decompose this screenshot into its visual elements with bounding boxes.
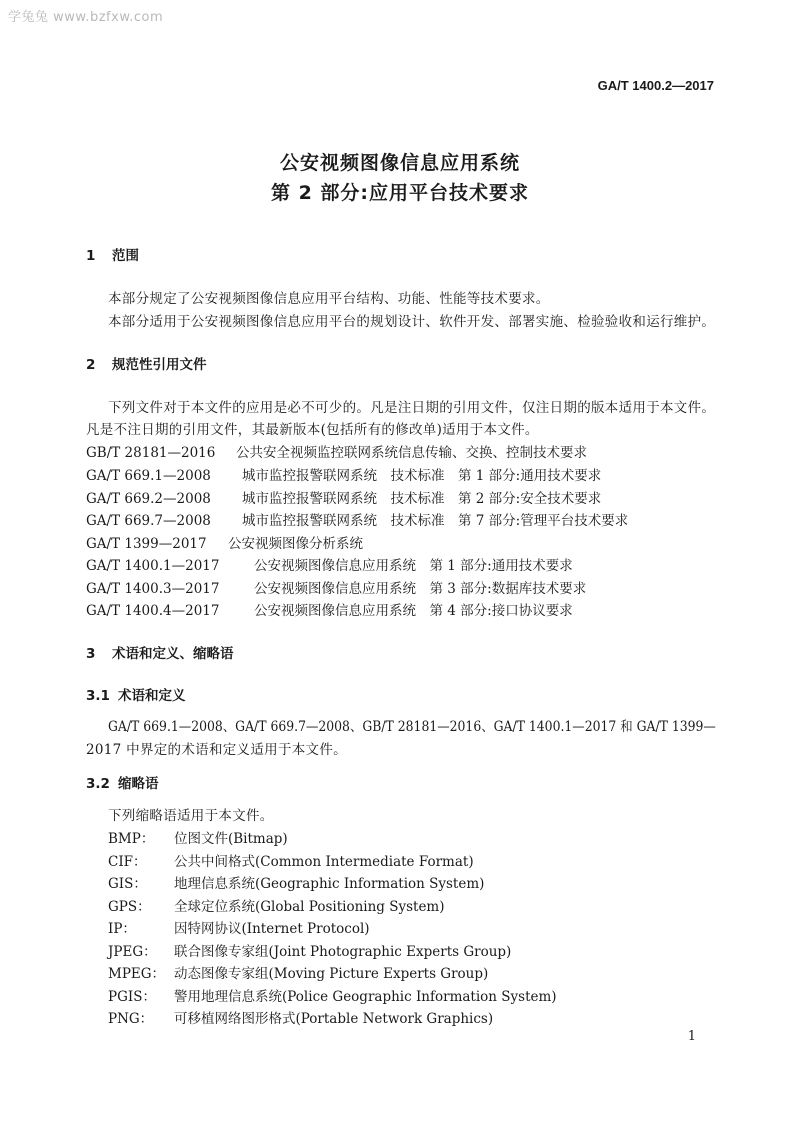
- abbreviation-definition: 因特网协议(Internet Protocol): [174, 921, 370, 937]
- section-title: 范围: [112, 248, 139, 264]
- terms-paragraph-line1: GA/T 669.1—2008、GA/T 669.7—2008、GB/T 28181—2016、GA/T 1400.1—2017 和 GA/T 1399—: [108, 719, 716, 735]
- references-intro-line2: 凡是不注日期的引用文件，其最新版本(包括所有的修改单)适用于本文件。: [86, 422, 539, 438]
- page-number: 1: [687, 1029, 696, 1044]
- abbreviation-term: MPEG：: [108, 966, 166, 982]
- reference-item: [86, 599, 573, 619]
- reference-title: 公安视频图像信息应用系统 第 4 部分:接口协议要求: [254, 603, 573, 619]
- abbreviation-definition: 可移植网络图形格式(Portable Network Graphics): [174, 1011, 494, 1027]
- reference-code: GA/T 669.2—2008: [86, 491, 211, 507]
- reference-title: 公共安全视频监控联网系统信息传输、交换、控制技术要求: [236, 445, 587, 461]
- reference-code: GA/T 1400.4—2017: [86, 603, 220, 619]
- abbreviation-definition: 位图文件(Bitmap): [174, 831, 288, 847]
- section-heading-3-2: [86, 772, 159, 792]
- section-number: 1: [86, 248, 96, 264]
- reference-item: [86, 577, 586, 597]
- reference-item: [86, 464, 601, 484]
- section-title: 术语和定义: [118, 688, 186, 704]
- section-title: 缩略语: [118, 776, 159, 792]
- section-heading-1: [86, 244, 139, 264]
- reference-title: 城市监控报警联网系统 技术标准 第 7 部分:管理平台技术要求: [242, 513, 629, 529]
- abbreviation-term: PNG：: [108, 1011, 154, 1027]
- reference-title: 公安视频图像信息应用系统 第 1 部分:通用技术要求: [254, 558, 573, 574]
- abbreviation-definition: 联合图像专家组(Joint Photographic Experts Group): [174, 944, 512, 960]
- section-number: 3.2: [86, 776, 110, 792]
- watermark: 学兔兔 www.bzfxw.com: [8, 10, 164, 25]
- abbreviation-definition: 地理信息系统(Geographic Information System): [174, 876, 485, 892]
- reference-item: [86, 441, 587, 461]
- scope-paragraph-2: 本部分适用于公安视频图像信息应用平台的规划设计、软件开发、部署实施、检验验收和运行维护。: [108, 314, 716, 330]
- abbreviation-term: CIF：: [108, 854, 147, 870]
- reference-title: 城市监控报警联网系统 技术标准 第 1 部分:通用技术要求: [242, 468, 602, 484]
- references-intro-line1: 下列文件对于本文件的应用是必不可少的。凡是注日期的引用文件，仅注日期的版本适用于本文件。: [108, 400, 716, 416]
- reference-title: 公安视频图像信息应用系统 第 3 部分:数据库技术要求: [254, 581, 587, 597]
- reference-item: [86, 509, 628, 529]
- abbreviation-definition: 警用地理信息系统(Police Geographic Information System): [174, 989, 557, 1005]
- scope-paragraph-1: 本部分规定了公安视频图像信息应用平台结构、功能、性能等技术要求。: [108, 291, 550, 307]
- abbreviation-definition: 公共中间格式(Common Intermediate Format): [174, 854, 474, 870]
- abbreviation-term: GIS：: [108, 876, 147, 892]
- abbreviation-term: GPS：: [108, 899, 151, 915]
- reference-item: [86, 532, 363, 552]
- section-number: 3: [86, 646, 96, 662]
- section-title: 术语和定义、缩略语: [112, 646, 234, 662]
- reference-code: GB/T 28181—2016: [86, 445, 216, 461]
- reference-title: 城市监控报警联网系统 技术标准 第 2 部分:安全技术要求: [242, 491, 602, 507]
- reference-code: GA/T 669.1—2008: [86, 468, 211, 484]
- reference-item: [86, 554, 573, 574]
- section-number: 3.1: [86, 688, 110, 704]
- section-title: 规范性引用文件: [112, 357, 207, 373]
- reference-code: GA/T 1399—2017: [86, 536, 207, 552]
- reference-code: GA/T 1400.3—2017: [86, 581, 220, 597]
- reference-code: GA/T 1400.1—2017: [86, 558, 220, 574]
- standard-code: GA/T 1400.2—2017: [597, 78, 714, 93]
- reference-code: GA/T 669.7—2008: [86, 513, 211, 529]
- abbreviation-term: PGIS：: [108, 989, 156, 1005]
- terms-paragraph-line2: 2017 中界定的术语和定义适用于本文件。: [86, 742, 347, 758]
- section-heading-3: [86, 642, 234, 662]
- reference-title: 公安视频图像分析系统: [228, 536, 363, 552]
- abbreviation-term: IP：: [108, 921, 136, 937]
- abbreviation-definition: 动态图像专家组(Moving Picture Experts Group): [174, 966, 489, 982]
- section-heading-3-1: [86, 684, 186, 704]
- document-subtitle: 第 2 部分:应用平台技术要求: [270, 182, 530, 204]
- section-heading-2: [86, 353, 207, 373]
- section-number: 2: [86, 357, 96, 373]
- document-title: 公安视频图像信息应用系统: [279, 152, 520, 174]
- abbreviation-term: JPEG：: [108, 944, 157, 960]
- abbreviations-intro: 下列缩略语适用于本文件。: [108, 808, 274, 824]
- abbreviation-definition: 全球定位系统(Global Positioning System): [174, 899, 445, 915]
- abbreviation-term: BMP：: [108, 831, 155, 847]
- reference-item: [86, 487, 601, 507]
